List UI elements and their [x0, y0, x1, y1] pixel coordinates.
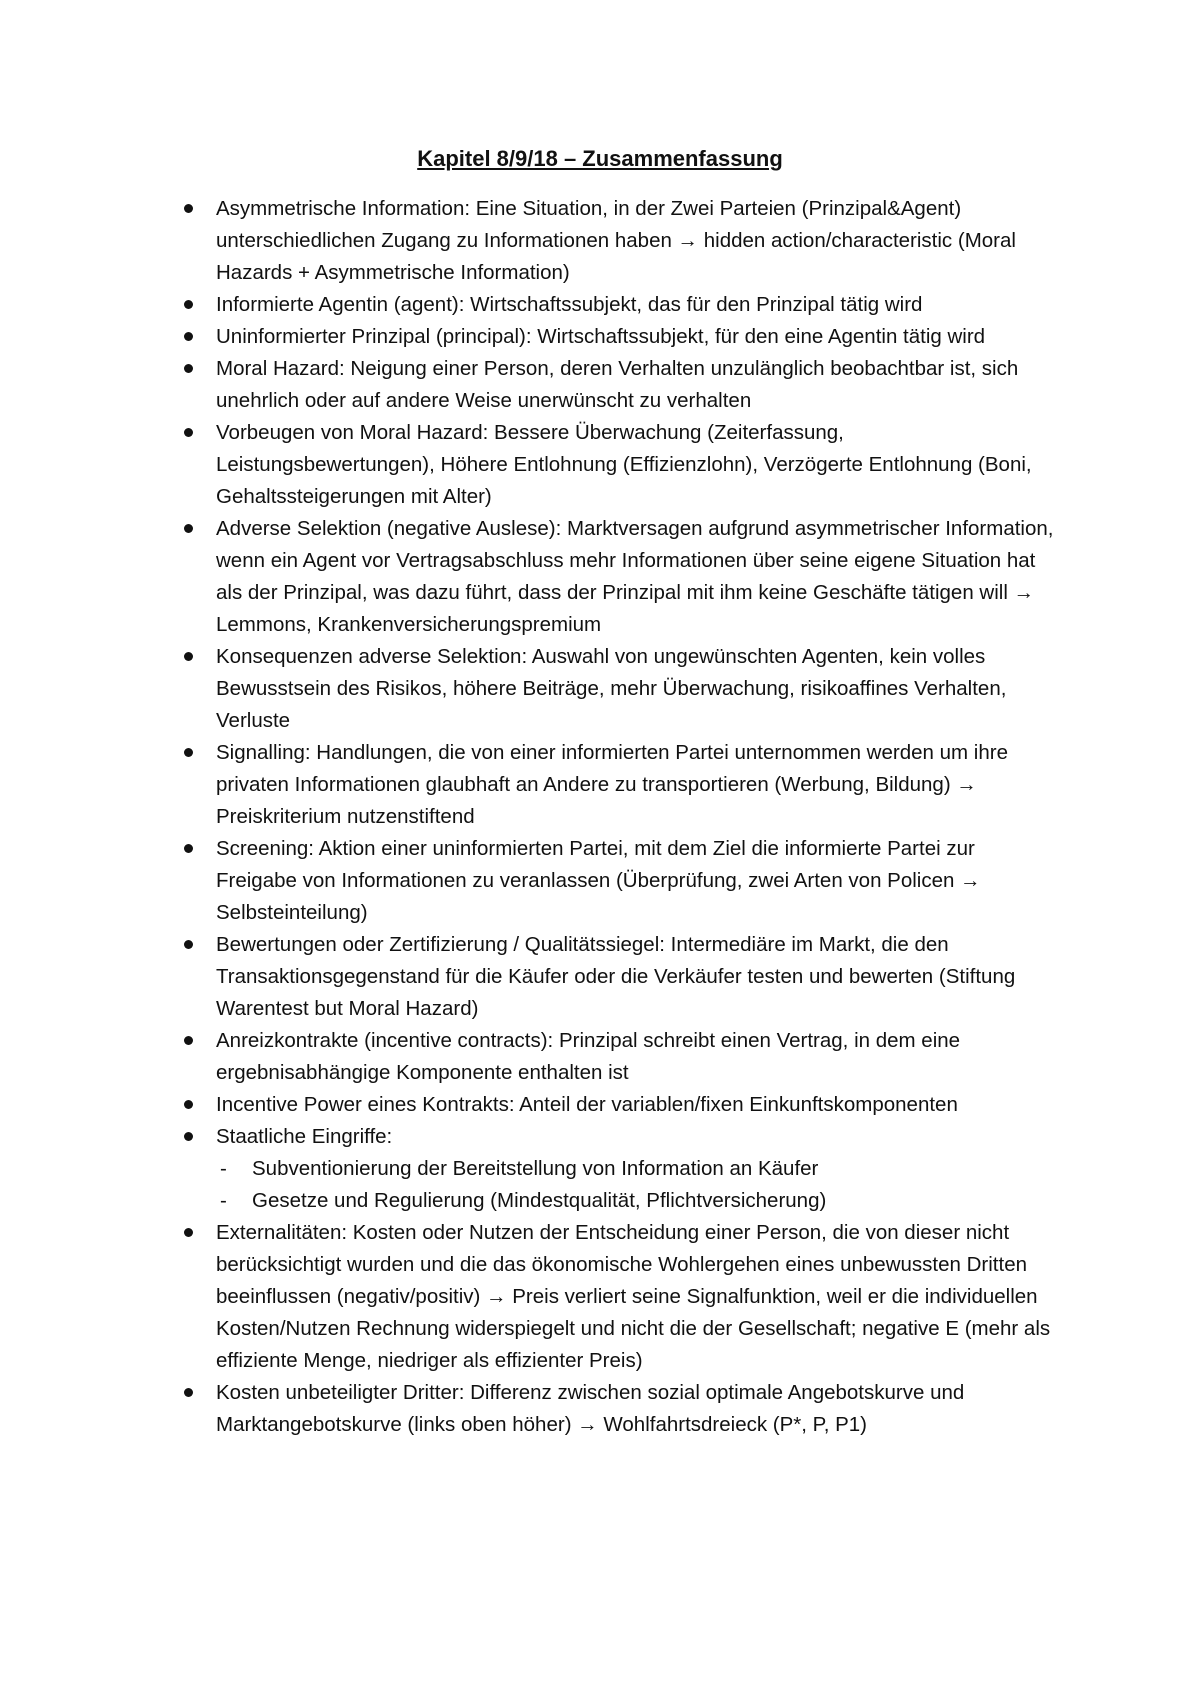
bullet-icon [184, 748, 193, 757]
list-item-text: Informierte Agentin (agent): Wirtschaftssubjekt, das für den Prinzipal tätig wird [216, 293, 923, 316]
bullet-icon [184, 1388, 193, 1397]
bullet-icon [184, 204, 193, 213]
list-item-text: Adverse Selektion (negative Auslese): Marktversagen aufgrund asymmetrischer Information, wenn ein Agent vor Vertragsabschluss mehr Informationen über seine eigene Situation hat als der Prinzipal, was dazu führt, dass der Prinzipal mit ihm keine Geschäfte tätigen will → Lemmons, Krankenversicherungspremium [216, 517, 1054, 636]
dash-marker: - [220, 1189, 227, 1212]
bullet-icon [184, 844, 193, 853]
list-item-text: Kosten unbeteiligter Dritter: Differenz zwischen sozial optimale Angebotskurve und Marktangebotskurve (links oben höher) → Wohlfahrtsdreieck (P*, P, P1) [216, 1381, 965, 1436]
list-item [0, 737, 1200, 833]
list-item-text: Vorbeugen von Moral Hazard: Bessere Überwachung (Zeiterfassung, Leistungsbewertungen), Höhere Entlohnung (Effizienzlohn), Verzögerte Entlohnung (Boni, Gehaltssteigerungen mit Alter) [216, 421, 1032, 508]
list-item-text: Screening: Aktion einer uninformierten Partei, mit dem Ziel die informierte Partei zur Freigabe von Informationen zu veranlassen (Überprüfung, zwei Arten von Policen → Selbsteinteilung) [216, 837, 981, 924]
list-item [0, 193, 1200, 289]
list-item [0, 513, 1200, 641]
bullet-icon [184, 300, 193, 309]
list-item [0, 1025, 1200, 1089]
page-title: Kapitel 8/9/18 – Zusammenfassung [417, 146, 783, 171]
list-item [0, 1377, 1200, 1441]
list-item-text: Externalitäten: Kosten oder Nutzen der Entscheidung einer Person, die von dieser nicht berücksichtigt wurden und die das ökonomische Wohlergehen eines unbewussten Dritten beeinflussen (negativ/positiv) → Preis verliert seine Signalfunktion, weil er die individuellen Kosten/Nutzen Rechnung widerspiegelt und nicht die der Gesellschaft; negative E (mehr als effiziente Menge, niedriger als effizienter Preis) [216, 1221, 1051, 1372]
bullet-icon [184, 1132, 193, 1141]
bullet-icon [184, 428, 193, 437]
bullet-icon [184, 524, 193, 533]
bullet-icon [184, 652, 193, 661]
bullet-icon [184, 332, 193, 341]
list-item-text: Uninformierter Prinzipal (principal): Wirtschaftssubjekt, für den eine Agentin tätig wird [216, 325, 986, 348]
list-item-text: Konsequenzen adverse Selektion: Auswahl von ungewünschten Agenten, kein volles Bewusstsein des Risikos, höhere Beiträge, mehr Überwachung, risikoaffines Verhalten, Verluste [216, 645, 1007, 732]
sub-list-item [216, 1185, 1060, 1217]
sub-list [216, 1153, 1060, 1217]
list-item-text: Signalling: Handlungen, die von einer informierten Partei unternommen werden um ihre privaten Informationen glaubhaft an Andere zu transportieren (Werbung, Bildung) → Preiskriterium nutzenstiftend [216, 741, 1008, 828]
list-item [0, 833, 1200, 929]
sub-list-item-text: Gesetze und Regulierung (Mindestqualität, Pflichtversicherung) [252, 1189, 827, 1212]
list-item [0, 353, 1200, 417]
list-item-text: Staatliche Eingriffe: [216, 1125, 393, 1148]
dash-marker: - [220, 1157, 227, 1180]
bullet-icon [184, 1228, 193, 1237]
summary-list [0, 193, 1200, 1441]
list-item [0, 641, 1200, 737]
list-item-text: Moral Hazard: Neigung einer Person, deren Verhalten unzulänglich beobachtbar ist, sich unehrlich oder auf andere Weise unerwünscht zu verhalten [216, 357, 1019, 412]
list-item-text: Bewertungen oder Zertifizierung / Qualitätssiegel: Intermediäre im Markt, die den Transaktionsgegenstand für die Käufer oder die Verkäufer testen und bewerten (Stiftung Warentest but Moral Hazard) [216, 933, 1016, 1020]
list-item [0, 1217, 1200, 1377]
bullet-icon [184, 940, 193, 949]
bullet-icon [184, 1100, 193, 1109]
sub-list-item-text: Subventionierung der Bereitstellung von Information an Käufer [252, 1157, 819, 1180]
list-item [0, 1121, 1200, 1217]
bullet-icon [184, 1036, 193, 1045]
list-item [0, 289, 1200, 321]
list-item [0, 929, 1200, 1025]
list-item-text: Asymmetrische Information: Eine Situation, in der Zwei Parteien (Prinzipal&Agent) unterschiedlichen Zugang zu Informationen haben → hidden action/characteristic (Moral Hazards + Asymmetrische Information) [216, 197, 1016, 284]
list-item-text: Incentive Power eines Kontrakts: Anteil der variablen/fixen Einkunftskomponenten [216, 1093, 958, 1116]
list-item [0, 417, 1200, 513]
list-item [0, 1089, 1200, 1121]
list-item [0, 321, 1200, 353]
sub-list-item [216, 1153, 1060, 1185]
list-item-text: Anreizkontrakte (incentive contracts): Prinzipal schreibt einen Vertrag, in dem eine ergebnisabhängige Komponente enthalten ist [216, 1029, 961, 1084]
bullet-icon [184, 364, 193, 373]
